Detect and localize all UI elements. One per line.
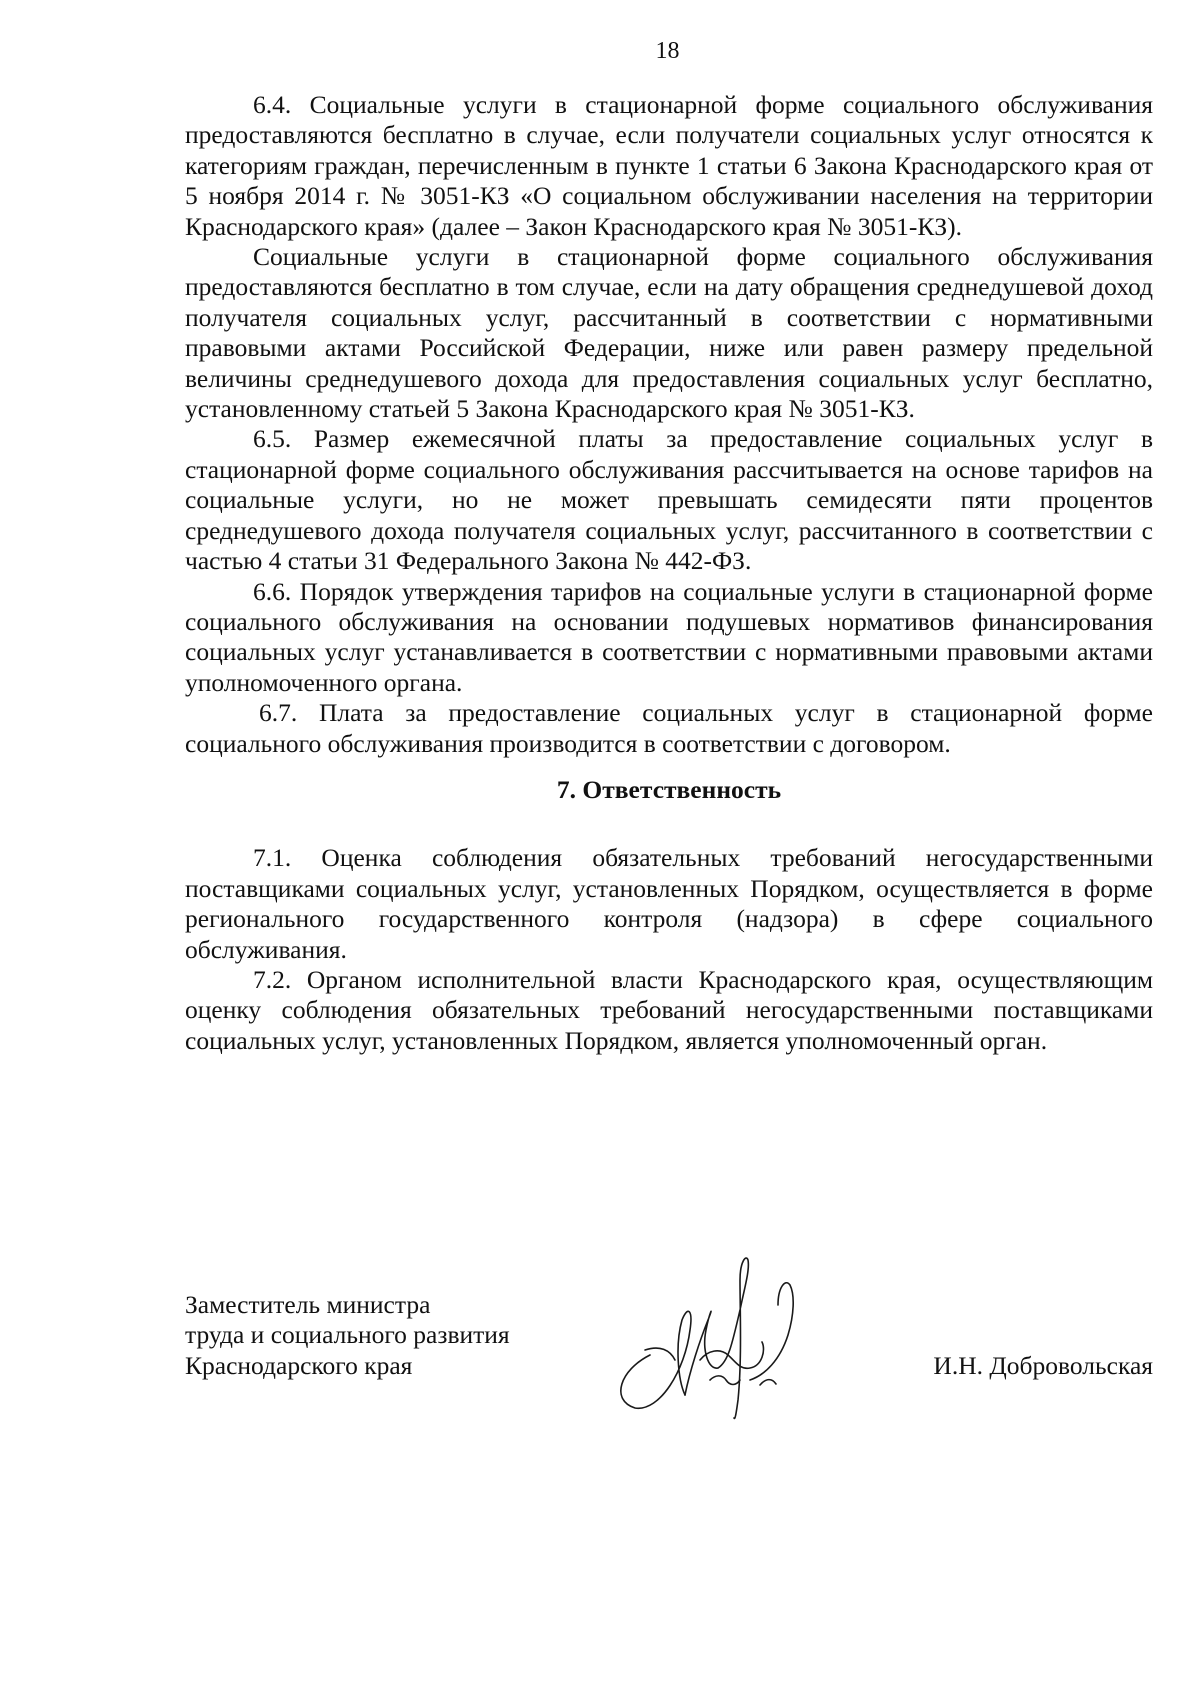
page-number: 18 [655,38,680,64]
paragraph-6-6: 6.6. Порядок утверждения тарифов на социальные услуги в стационарной форме социального обслуживания на основании подушевых нормативов финансирования социальных услуг устанавливается в соответствии с нормативными правовыми актами уполномоченного органа. [185,576,1153,697]
section-heading: 7. Ответственность [556,774,782,804]
handwritten-signature [590,1250,810,1420]
signer-title-line: Заместитель министра [185,1290,431,1319]
document-body [185,90,1153,1056]
paragraph-6-4: 6.4. Социальные услуги в стационарной форме социального обслуживания предоставляются бесплатно в случае, если получатели социальных услуг относятся к категориям граждан, перечисленным в пункте 1 статьи 6 Закона Краснодарского края от 5 ноября 2014 г. № 3051-КЗ «О социальном обслуживании населения на территории Краснодарского края» (далее – Закон Краснодарского края № 3051-КЗ). [185,90,1153,241]
signer-title [185,1290,585,1381]
paragraph-6-4-continued: Социальные услуги в стационарной форме социального обслуживания предоставляются бесплатно в том случае, если на дату обращения среднедушевой доход получателя социальных услуг, рассчитанный в соответствии с нормативными правовыми актами Российской Федерации, ниже или равен размеру предельной величины среднедушевого дохода для предоставления социальных услуг бесплатно, установленному статьей 5 Закона Краснодарского края № 3051-КЗ. [185,242,1153,424]
paragraph-7-2: 7.2. Органом исполнительной власти Краснодарского края, осуществляющим оценку соблюдения обязательных требований негосударственными поставщиками социальных услуг, установленных Порядком, является уполномоченный орган. [185,964,1153,1055]
signer-title-line: Краснодарского края [185,1350,413,1380]
paragraph-6-5: 6.5. Размер ежемесячной платы за предоставление социальных услуг в стационарной форме социального обслуживания рассчитывается на основе тарифов на социальные услуги, но не может превышать семидесяти пяти процентов среднедушевого дохода получателя социальных услуг, рассчитанного в соответствии с частью 4 статьи 31 Федерального Закона № 442-ФЗ. [185,424,1153,576]
signature-block [185,1290,1153,1450]
signer-title-line: труда и социального развития [185,1320,510,1350]
paragraph-7-1: 7.1. Оценка соблюдения обязательных требований негосударственными поставщиками социальных услуг, установленных Порядком, осуществляется в форме регионального государственного контроля (надзора) в сфере социального обслуживания. [185,843,1153,964]
signer-name: И.Н. Добровольская [933,1351,1153,1380]
paragraph-6-7: 6.7. Плата за предоставление социальных услуг в стационарной форме социального обслуживания производится в соответствии с договором. [185,698,1153,758]
